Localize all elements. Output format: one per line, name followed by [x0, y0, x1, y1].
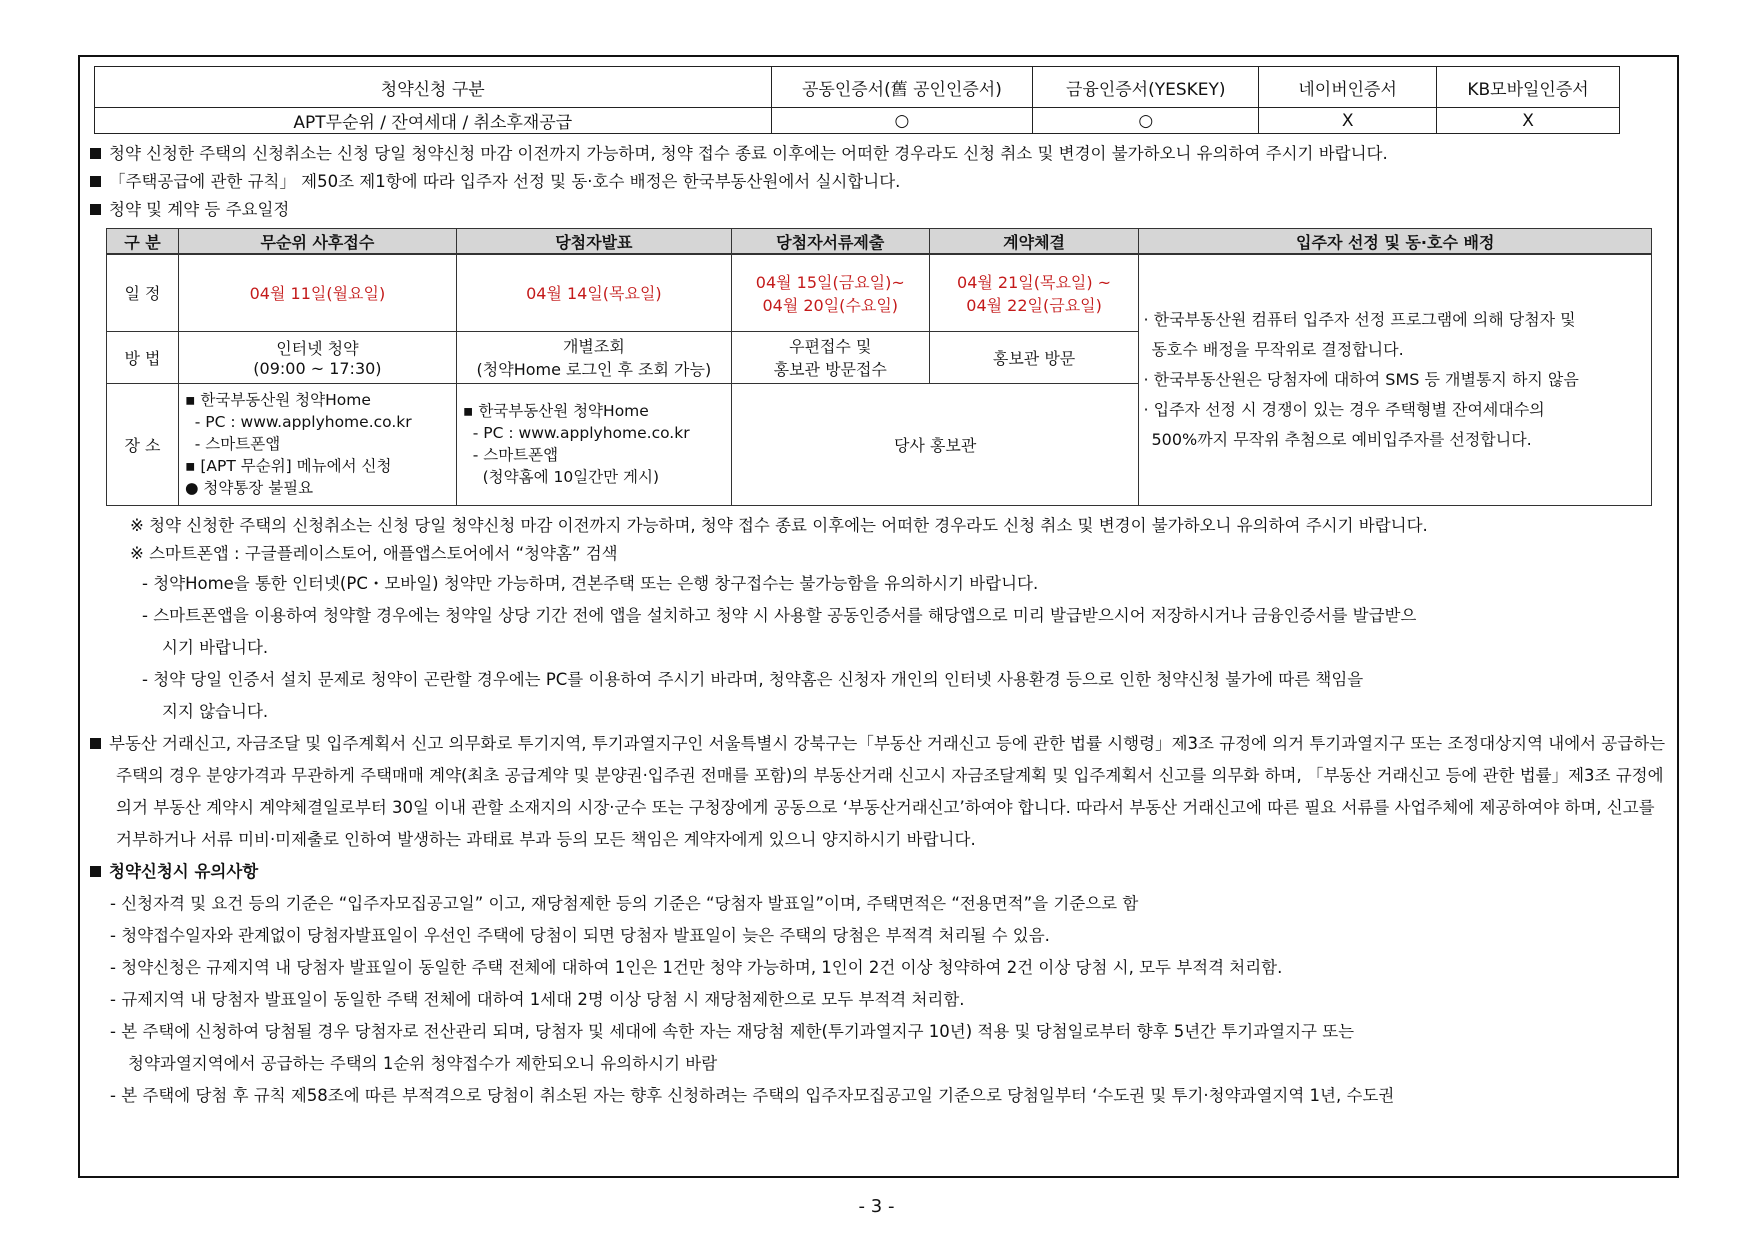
method-announce [456, 331, 731, 383]
cert-cell: ○ [1033, 108, 1259, 134]
notice-text: 「주택공급에 관한 규칙」 제50조 제1항에 따라 입주자 선정 및 동·호수 배정은 한국부동산원에서 실시합니다. [109, 172, 901, 191]
page-frame [78, 55, 1679, 1178]
cert-cell: X [1437, 108, 1620, 134]
schedule-table [106, 228, 1652, 506]
schedule-row-label: 일 정 [107, 254, 179, 331]
method-apply-hours: (09:00 ~ 17:30) [253, 359, 382, 378]
notice-schedule-title [90, 196, 1670, 224]
place-line: - PC : www.applyhome.co.kr [184, 413, 412, 431]
square-bullet-icon [90, 176, 101, 187]
date-docs [731, 254, 929, 331]
place-line: - 스마트폰앱 [462, 446, 559, 464]
notice-text: 청약 및 계약 등 주요일정 [109, 200, 290, 219]
square-bullet-icon [90, 148, 101, 159]
cert-header-cell: 네이버인증서 [1259, 67, 1437, 108]
method-apply-line: 인터넷 청약 [276, 339, 359, 358]
note-cancel: ※ 청약 신청한 주택의 신청취소는 신청 당일 청약신청 마감 이전까지 가능하며, 청약 접수 종료 이후에는 어떠한 경우라도 신청 취소 및 변경이 불가하오니 유의하여 주시기 바랍니다. [130, 515, 1428, 535]
date-docs-end: 04월 20일(수요일) [762, 295, 899, 315]
method-docs-line: 우편접수 및 [789, 337, 872, 356]
place-announce [456, 383, 731, 505]
certificate-table [94, 66, 1620, 134]
selection-note: · 입주자 선정 시 경쟁이 있는 경우 주택형별 잔여세대수의 [1143, 399, 1545, 419]
square-bullet-icon [90, 738, 101, 749]
square-bullet-icon [90, 204, 101, 215]
cert-cell: APT무순위 / 잔여세대 / 취소후재공급 [95, 108, 772, 134]
method-docs-line: 홍보관 방문접수 [773, 360, 887, 379]
schedule-header-cell: 입주자 선정 및 동·호수 배정 [1139, 229, 1652, 255]
method-announce-note: (청약Home 로그인 후 조회 가능) [476, 360, 712, 379]
notice-text: 청약 신청한 주택의 신청취소는 신청 당일 청약신청 마감 이전까지 가능하며, 청약 접수 종료 이후에는 어떠한 경우라도 신청 취소 및 변경이 불가하오니 유의하여 주시기 바랍니다. [109, 144, 1388, 163]
place-line: ▪ 한국부동산원 청약Home [184, 391, 371, 409]
cert-header-cell: KB모바일인증서 [1437, 67, 1620, 108]
method-apply [178, 331, 456, 383]
schedule-row-label: 방 법 [107, 331, 179, 383]
note-pc-usage: - 청약 당일 인증서 설치 문제로 청약이 곤란할 경우에는 PC를 이용하여 주시기 바라며, 청약홈은 신청자 개인의 인터넷 사용환경 등으로 인한 청약신청 불가에 따른 책임을 [142, 669, 1364, 689]
page-number: - 3 - [858, 1196, 895, 1217]
caution-title-text: 청약신청시 유의사항 [109, 861, 259, 881]
note-internet-only: - 청약Home을 통한 인터넷(PC・모바일) 청약만 가능하며, 견본주택 또는 은행 창구접수는 불가능함을 유의하시기 바랍니다. [142, 573, 1039, 593]
notice-rules [90, 168, 1670, 196]
caution-title [90, 856, 1670, 888]
schedule-header-cell: 구 분 [107, 229, 179, 255]
schedule-row-label: 장 소 [107, 383, 179, 505]
caution-item: - 본 주택에 신청하여 당첨될 경우 당첨자로 전산관리 되며, 당첨자 및 세대에 속한 자는 재당첨 제한(투기과열지구 10년) 적용 및 당첨일로부터 향후 5년간 투기과열지구 또는 [110, 1021, 1355, 1041]
schedule-header-cell: 당첨자발표 [456, 229, 731, 255]
note-app-install-cont: 시기 바랍니다. [162, 637, 269, 657]
schedule-header-cell: 당첨자서류제출 [731, 229, 929, 255]
date-apply: 04월 11일(월요일) [178, 254, 456, 331]
page-content [90, 66, 1670, 1112]
schedule-header-row [107, 229, 1652, 255]
realestate-notice [90, 728, 1670, 856]
cert-header-cell: 공동인증서(舊 공인인증서) [771, 67, 1033, 108]
certificate-table-row [95, 108, 1620, 134]
place-apply [178, 383, 456, 505]
place-office: 당사 홍보관 [731, 383, 1139, 505]
schedule-header-cell: 무순위 사후접수 [178, 229, 456, 255]
note-pc-usage-cont: 지지 않습니다. [162, 701, 269, 721]
method-docs [731, 331, 929, 383]
date-contract [929, 254, 1139, 331]
method-announce-line: 개별조회 [562, 337, 625, 356]
selection-note: 동호수 배정을 무작위로 결정합니다. [1151, 339, 1404, 359]
place-line: - PC : www.applyhome.co.kr [462, 424, 690, 442]
caution-item: - 규제지역 내 당첨자 발표일이 동일한 주택 전체에 대하여 1세대 2명 이상 당첨 시 재당첨제한으로 모두 부적격 처리함. [110, 989, 965, 1009]
caution-item: - 신청자격 및 요건 등의 기준은 “입주자모집공고일” 이고, 재당첨제한 등의 기준은 “당첨자 발표일”이며, 주택면적은 “전용면적”을 기준으로 함 [110, 893, 1139, 913]
caution-item: - 청약신청은 규제지역 내 당첨자 발표일이 동일한 주택 전체에 대하여 1인은 1건만 청약 가능하며, 1인이 2건 이상 청약하여 2건 이상 당첨 시, 모두 부적격 처리함. [110, 957, 1283, 977]
caution-item: 청약과열지역에서 공급하는 주택의 1순위 청약접수가 제한되오니 유의하시기 바람 [128, 1053, 718, 1073]
date-contract-start: 04월 21일(목요일) ~ [957, 272, 1112, 292]
selection-note: 500%까지 무작위 추첨으로 예비입주자를 선정합니다. [1151, 429, 1532, 449]
square-bullet-icon [90, 866, 101, 877]
realestate-text: 부동산 거래신고, 자금조달 및 입주계획서 신고 의무화로 투기지역, 투기과열지구인 서울특별시 강북구는「부동산 거래신고 등에 관한 법률 시행령」제3조 규정에 의거 투기과열지구 또는 조정대상지역 내에서 공급하는 주택의 경우 분양가격과 무관하게 주택매매 계약(최초 공급계약 및 분양권·입주권 전매를 포함)의 부동산거래 신고시 자금조달계획 및 입주계획서 신고를 의무화 하며, 「부동산 거래신고 등에 관한 법률」제3조 규정에 의거 부동산 계약시 계약체결일로부터 30일 이내 관할 소재지의 시장·군수 또는 구청장에게 공동으로 ‘부동산거래신고’하여야 합니다. 따라서 부동산 거래신고에 따른 필요 서류를 사업주체에 제공하여야 하며, 신고를 거부하거나 서류 미비·미제출로 인하여 발생하는 과태료 부과 등의 모든 책임은 계약자에게 있으니 양지하시기 바랍니다. [109, 733, 1666, 849]
cert-header-cell: 금융인증서(YESKEY) [1033, 67, 1259, 108]
schedule-row-date [107, 254, 1652, 331]
place-line: ▪ [APT 무순위] 메뉴에서 신청 [184, 457, 392, 475]
certificate-table-header [95, 67, 1620, 108]
cert-header-cell: 청약신청 구분 [95, 67, 772, 108]
selection-notes [1139, 254, 1652, 505]
caution-item: - 청약접수일자와 관계없이 당첨자발표일이 우선인 주택에 당첨이 되면 당첨자 발표일이 늦은 주택의 당첨은 부적격 처리될 수 있음. [110, 925, 1050, 945]
place-line: ● 청약통장 불필요 [184, 479, 314, 497]
caution-item: - 본 주택에 당첨 후 규칙 제58조에 따른 부적격으로 당첨이 취소된 자는 향후 신청하려는 주택의 입주자모집공고일 기준으로 당첨일부터 ‘수도권 및 투기·청약과열지역 1년, 수도권 [110, 1085, 1395, 1105]
note-app-install: - 스마트폰앱을 이용하여 청약할 경우에는 청약일 상당 기간 전에 앱을 설치하고 청약 시 사용할 공동인증서를 해당앱으로 미리 발급받으시어 저장하시거나 금융인증서를 발급받으 [142, 605, 1417, 625]
cert-cell: ○ [771, 108, 1033, 134]
cert-cell: X [1259, 108, 1437, 134]
date-docs-start: 04월 15일(금요일)~ [755, 272, 905, 292]
date-announce: 04월 14일(목요일) [456, 254, 731, 331]
place-line: (청약홈에 10일간만 게시) [462, 468, 660, 486]
schedule-header-cell: 계약체결 [929, 229, 1139, 255]
date-contract-end: 04월 22일(금요일) [966, 295, 1102, 315]
note-smartphone-app: ※ 스마트폰앱 : 구글플레이스토어, 애플앱스토어에서 “청약홈” 검색 [130, 543, 618, 563]
selection-note: · 한국부동산원 컴퓨터 입주자 선정 프로그램에 의해 당첨자 및 [1143, 309, 1576, 329]
selection-note: · 한국부동산원은 당첨자에 대하여 SMS 등 개별통지 하지 않음 [1143, 369, 1579, 389]
place-line: - 스마트폰앱 [184, 435, 281, 453]
place-line: ▪ 한국부동산원 청약Home [462, 402, 649, 420]
method-contract: 홍보관 방문 [929, 331, 1139, 383]
notice-cancel [90, 140, 1670, 168]
